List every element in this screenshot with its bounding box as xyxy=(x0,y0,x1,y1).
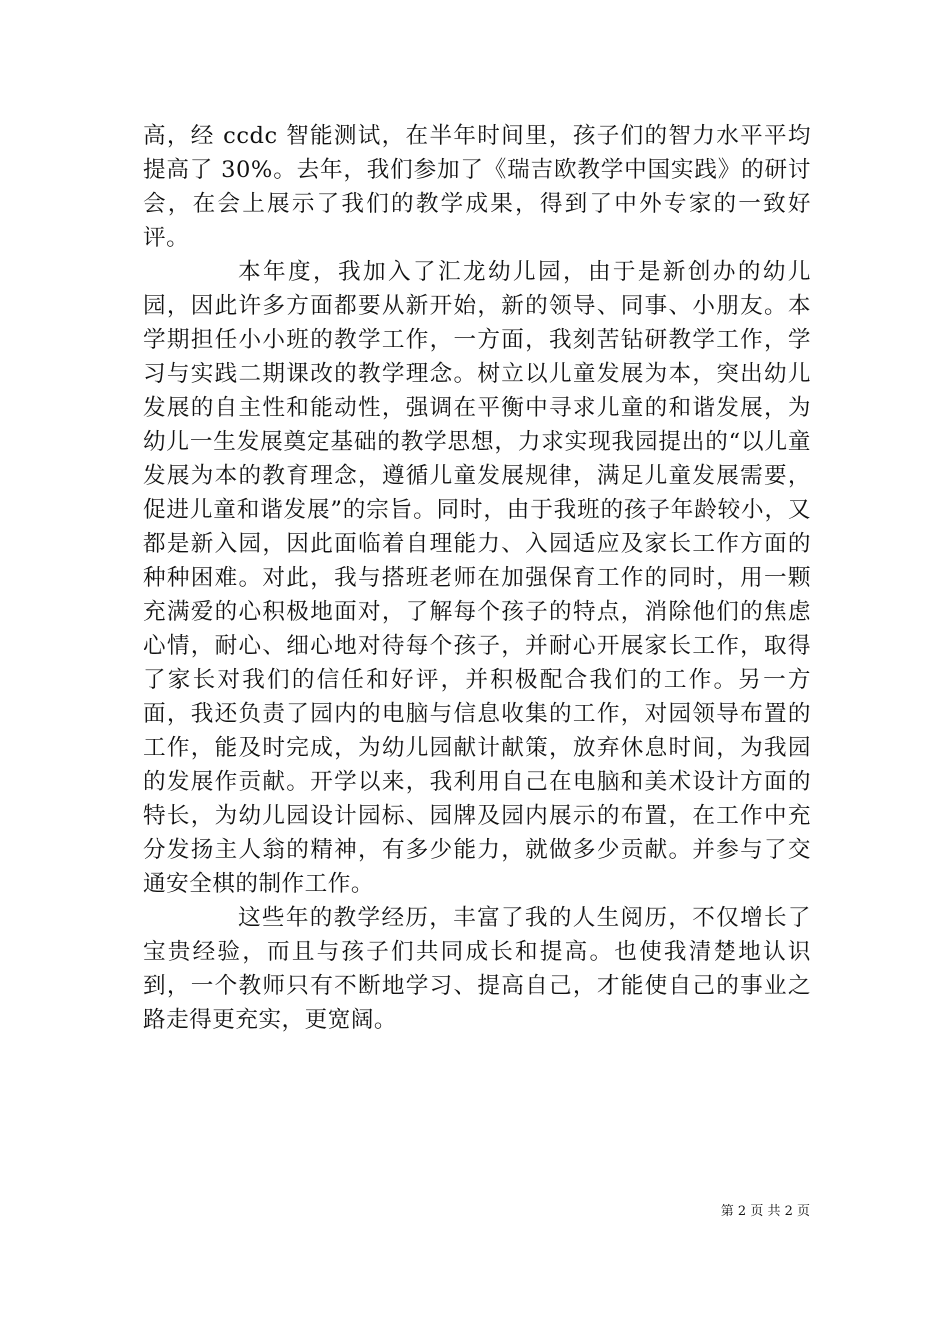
paragraph-continuation: 高，经 ccdc 智能测试，在半年时间里，孩子们的智力水平平均提高了 30%。去年，我们参加了《瑞吉欧教学中国实践》的研讨会，在会上展示了我们的教学成果，得到了中外专家的一致好评。 xyxy=(143,123,811,251)
paragraph-conclusion: 这些年的教学经历，丰富了我的人生阅历，不仅增长了宝贵经验，而且与孩子们共同成长和提高。也使我清楚地认识到，一个教师只有不断地学习、提高自己，才能使自己的事业之路走得更充实，更宽阔。 xyxy=(143,905,811,1033)
document-body xyxy=(143,119,811,1037)
paragraph-this-year: 本年度，我加入了汇龙幼儿园，由于是新创办的幼儿园，因此许多方面都要从新开始，新的领导、同事、小朋友。本学期担任小小班的教学工作，一方面，我刻苦钻研教学工作，学习与实践二期课改的教学理念。树立以儿童发展为本，突出幼儿发展的自主性和能动性，强调在平衡中寻求儿童的和谐发展，为幼儿一生发展奠定基础的教学思想，力求实现我园提出的“以儿童发展为本的教育理念，遵循儿童发展规律，满足儿童发展需要，促进儿童和谐发展”的宗旨。同时，由于我班的孩子年龄较小，又都是新入园，因此面临着自理能力、入园适应及家长工作方面的种种困难。对此，我与搭班老师在加强保育工作的同时，用一颗充满爱的心积极地面对，了解每个孩子的特点，消除他们的焦虑心情，耐心、细心地对待每个孩子，并耐心开展家长工作，取得了家长对我们的信任和好评，并积极配合我们的工作。另一方面，我还负责了园内的电脑与信息收集的工作，对园领导布置的工作，能及时完成，为幼儿园献计献策，放弃休息时间，为我园的发展作贡献。开学以来，我利用自己在电脑和美术设计方面的特长，为幼儿园设计园标、园牌及园内展示的布置，在工作中充分发扬主人翁的精神，有多少能力，就做多少贡献。并参与了交通安全棋的制作工作。 xyxy=(143,259,811,897)
page-number-footer: 第 2 页 共 2 页 xyxy=(720,1204,810,1219)
